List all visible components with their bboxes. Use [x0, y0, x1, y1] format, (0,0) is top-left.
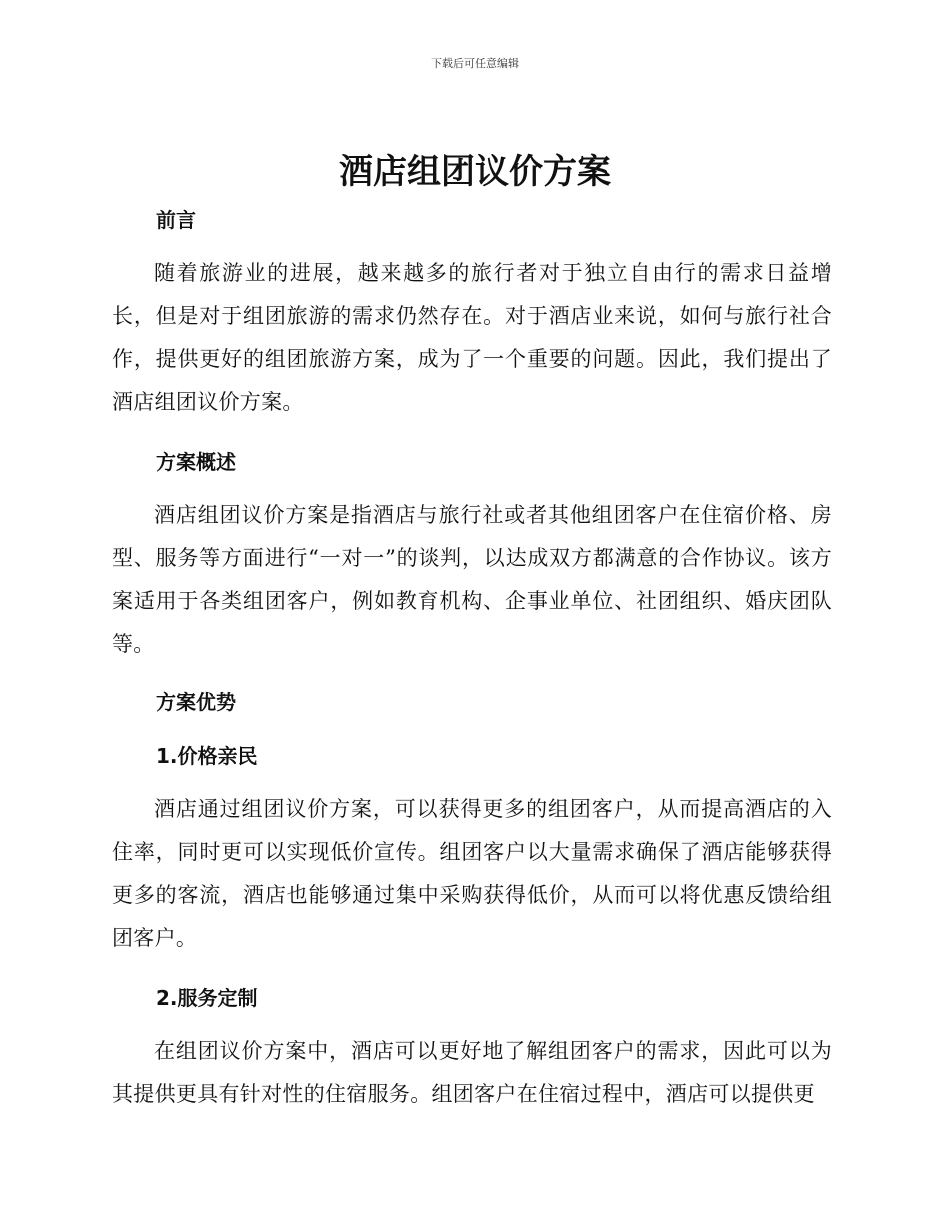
section-price: [112, 736, 832, 960]
paragraph-service: 在组团议价方案中，酒店可以更好地了解组团客户的需求，因此可以为其提供更具有针对性的住宿服务。组团客户在住宿过程中，酒店可以提供更: [112, 1039, 832, 1106]
section-advantages: [112, 682, 832, 722]
paragraph-overview: 酒店组团议价方案是指酒店与旅行社或者其他组团客户在住宿价格、房型、服务等方面进行“一对一”的谈判，以达成双方都满意的合作协议。该方案适用于各类组团客户，例如教育机构、企事业单位、社团组织、婚庆团队等。: [112, 503, 832, 656]
section-preface: [112, 200, 832, 424]
section-heading-overview: 方案概述: [156, 450, 236, 474]
document-title: 酒店组团议价方案: [339, 152, 611, 192]
section-heading-service: 2.服务定制: [156, 986, 258, 1010]
paragraph-price: 酒店通过组团议价方案，可以获得更多的组团客户，从而提高酒店的入住率，同时更可以实现低价宣传。组团客户以大量需求确保了酒店能够获得更多的客流，酒店也能够通过集中采购获得低价，从而可以将优惠反馈给组团客户。: [112, 797, 832, 950]
section-overview: [112, 442, 832, 666]
paragraph-preface: 随着旅游业的进展，越来越多的旅行者对于独立自由行的需求日益增长，但是对于组团旅游的需求仍然存在。对于酒店业来说，如何与旅行社合作，提供更好的组团旅游方案，成为了一个重要的问题。因此，我们提出了酒店组团议价方案。: [112, 261, 832, 414]
header-note: 下载后可任意编辑: [431, 57, 519, 70]
section-service: [112, 978, 832, 1116]
document-body: [112, 200, 832, 1116]
section-heading-price: 1.价格亲民: [156, 744, 258, 768]
section-heading-advantages: 方案优势: [156, 690, 236, 714]
section-heading-preface: 前言: [156, 208, 196, 232]
